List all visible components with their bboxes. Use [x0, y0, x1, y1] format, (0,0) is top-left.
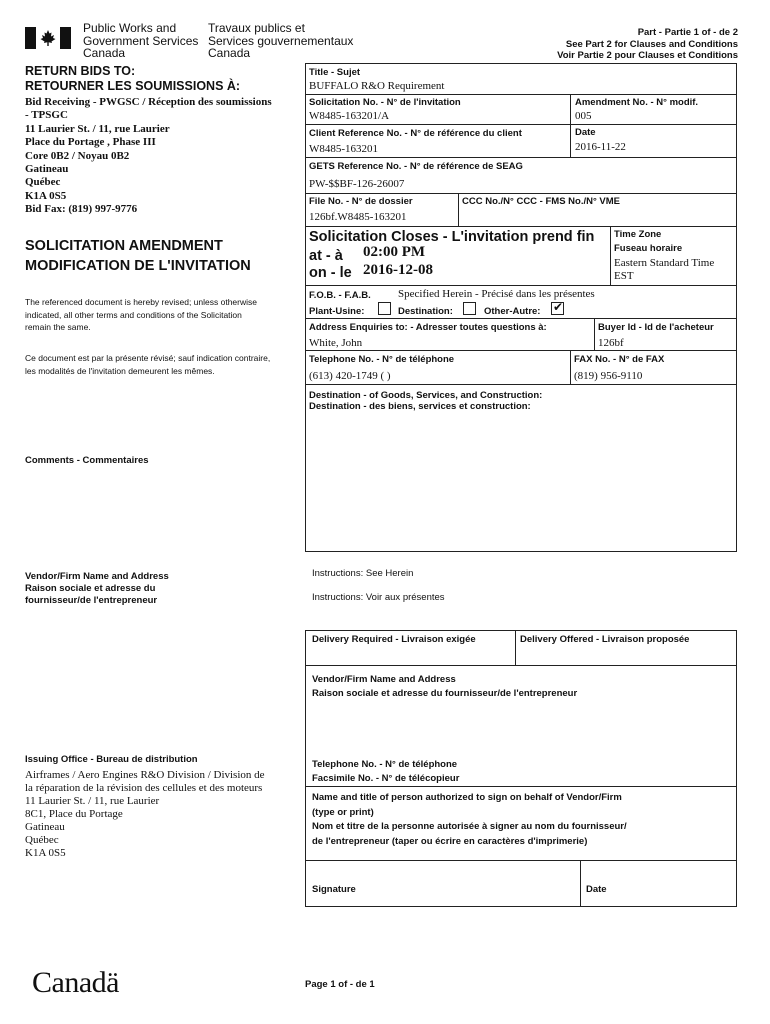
client-reference-label: Client Reference No. - N° de référence du client [309, 128, 522, 139]
authorized-person-label: Name and title of person authorized to sign on behalf of Vendor/Firm (type or print) Nom et titre de la personne autorisée à signer au nom du fournisseur/ de l'entrepreneur (taper ou écrire en caractères d'imprimerie) [312, 792, 627, 847]
buyer-id-value: 126bf [598, 337, 624, 349]
closes-at-label: at - à [309, 248, 343, 264]
solicitation-number-value: W8485-163201/A [309, 110, 390, 122]
canada-wordmark-logo: Canadä [32, 966, 119, 999]
instructions-en: Instructions: See Herein [312, 568, 414, 579]
destination-goods-label: Destination - of Goods, Services, and Construction: Destination - des biens, services et construction: [309, 390, 543, 412]
signature-date-label: Date [586, 884, 607, 895]
date-value: 2016-11-22 [575, 141, 626, 153]
buyer-id-label: Buyer Id - Id de l'acheteur [598, 322, 714, 333]
vendor-name-address-label: Vendor/Firm Name and Address Raison sociale et adresse du fournisseur/de l'entrepreneur [312, 674, 578, 699]
fob-value: Specified Herein - Précisé dans les présentes [398, 288, 595, 300]
fax-value: (819) 956-9110 [574, 370, 643, 382]
issuing-office-label: Issuing Office - Bureau de distribution [25, 754, 198, 765]
ccc-number-label: CCC No./N° CCC - FMS No./N° VME [462, 196, 621, 207]
solicitation-closes-label: Solicitation Closes - L'invitation prend fin [309, 229, 595, 245]
time-zone-label-en: Time Zone [614, 229, 662, 240]
closes-date-value: 2016-12-08 [363, 262, 433, 278]
time-zone-value: Eastern Standard Time [614, 257, 715, 269]
other-autre-label: Other-Autre: [484, 306, 541, 317]
amendment-note-fr: Ce document est par la présente révisé; sauf indication contraire, les modalités de l'invitation demeurent les mêmes. [25, 353, 271, 376]
title-value: BUFFALO R&O Requirement [309, 80, 445, 92]
address-enquiries-value: White, John [309, 337, 363, 349]
fax-label: FAX No. - N° de FAX [574, 354, 665, 365]
instructions-fr: Instructions: Voir aux présentes [312, 592, 445, 603]
plant-usine-checkbox[interactable] [378, 302, 391, 315]
closes-time-value: 02:00 PM [363, 244, 426, 260]
time-zone-label-fr: Fuseau horaire [614, 243, 683, 254]
return-bids-address: Bid Receiving - PWGSC / Réception des soumissions - TPSGC 11 Laurier St. / 11, rue Laurier Place du Portage , Phase III Core 0B2 / Noyau 0B2 Gatineau Québec K1A 0S5 Bid Fax: (819) 997-9776 [25, 96, 272, 216]
part-indicator: Part - Partie 1 of - de 2 See Part 2 for Clauses and Conditions Voir Partie 2 pour Clauses et Conditions [557, 27, 738, 61]
amendment-number-value: 005 [575, 110, 592, 122]
amendment-note-en: The referenced document is hereby revised; unless otherwise indicated, all other terms and conditions of the Solicitation remain the same. [25, 297, 257, 332]
gets-reference-value: PW-$$BF-126-26007 [309, 178, 405, 190]
delivery-required-label: Delivery Required - Livraison exigée [312, 634, 476, 645]
gets-reference-label: GETS Reference No. - N° de référence de SEAG [309, 161, 523, 172]
plant-usine-label: Plant-Usine: [309, 306, 365, 317]
vendor-name-address-left: Vendor/Firm Name and Address Raison sociale et adresse du fournisseur/de l'entrepreneur [25, 571, 169, 606]
destination-label: Destination: [398, 306, 453, 317]
department-name-en: Public Works and Government Services Canada [83, 21, 199, 60]
vendor-telephone-label: Telephone No. - N° de téléphone [312, 759, 458, 770]
amendment-title: SOLICITATION AMENDMENT MODIFICATION DE L'INVITATION [25, 238, 251, 274]
date-label: Date [575, 127, 596, 138]
closes-on-label: on - le [309, 265, 352, 281]
return-bids-heading: RETURN BIDS TO: RETOURNER LES SOUMISSIONS À: [25, 64, 241, 93]
maple-leaf-icon [39, 29, 57, 47]
department-name-fr: Travaux publics et Services gouvernementaux Canada [208, 21, 354, 60]
destination-checkbox[interactable] [463, 302, 476, 315]
canada-flag-logo [25, 27, 71, 49]
telephone-value: (613) 420-1749 ( ) [309, 370, 391, 382]
delivery-offered-label: Delivery Offered - Livraison proposée [520, 634, 690, 645]
file-number-value: 126bf.W8485-163201 [309, 211, 407, 223]
issuing-office-address: Airframes / Aero Engines R&O Division / Division de la réparation de la révision des cellules et des moteurs 11 Laurier St. / 11, rue Laurier 8C1, Place du Portage Gatineau Québec K1A 0S5 [25, 769, 265, 859]
client-reference-value: W8485-163201 [309, 143, 379, 155]
signature-label: Signature [312, 884, 356, 895]
solicitation-number-label: Solicitation No. - N° de l'invitation [309, 97, 461, 108]
title-label: Title - Sujet [309, 67, 361, 78]
amendment-number-label: Amendment No. - N° modif. [575, 97, 699, 108]
comments-label: Comments - Commentaires [25, 455, 149, 466]
fob-label: F.O.B. - F.A.B. [309, 290, 371, 301]
telephone-label: Telephone No. - N° de téléphone [309, 354, 455, 365]
address-enquiries-label: Address Enquiries to: - Adresser toutes questions à: [309, 322, 547, 333]
vendor-facsimile-label: Facsimile No. - N° de télécopieur [312, 773, 460, 784]
time-zone-abbrev: EST [614, 270, 634, 282]
checkmark-icon: ✔ [553, 300, 564, 314]
file-number-label: File No. - N° de dossier [309, 196, 413, 207]
page-number: Page 1 of - de 1 [305, 979, 375, 990]
other-autre-checkbox[interactable] [551, 302, 564, 315]
